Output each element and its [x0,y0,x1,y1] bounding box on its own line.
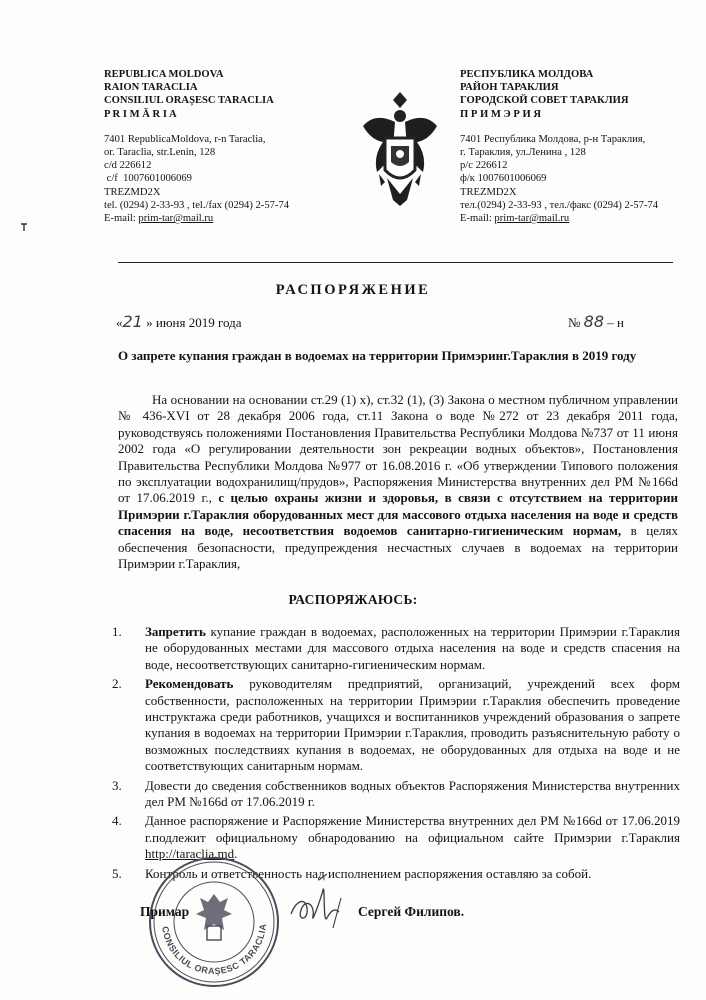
header-left-line: RAION TARACLIA [104,82,198,94]
header-right-line: РЕСПУБЛИКА МОЛДОВА [460,69,594,80]
site-link[interactable]: http://taraclia.md [145,846,235,862]
signatory-name: Сергей Филипов. [358,904,465,919]
preamble-tail: в целях обеспечения безопасности, предупреждения несчастных случаев в водоемах на территории Примэрии г.Тараклия, [118,523,678,572]
preamble-bold: с целью охраны жизни и здоровья, в связи с отсутствием на территории Примэрии г.Тараклия оборудованных мест для массового отдыха населения на воде и средств спасения на воде, несоответствия водоемов санитарно-гигиеническим нормам, [118,490,678,539]
email-link[interactable]: prim-tar@mail.ru [138,213,214,225]
header-divider [118,262,673,263]
margin-mark-icon [20,222,28,232]
item-number: 2. [112,676,122,692]
email-label: E-mail: [460,213,495,225]
header-right-address: тел.(0294) 2-33-93 , тел./факс (0294) 2-57-74 [460,199,659,211]
document-number [568,312,624,331]
order-items [112,624,680,885]
item-text: купание граждан в водоемах, расположенных на территории Примэрии г.Тараклия не оборудованных местами для массового отдыха населения на воде и средств спасения на воде, несоответствующих санитарно-гигиеническим нормам. [145,624,680,672]
date-rest: » июня 2019 года [142,315,242,330]
header-left-line: REPUBLICA MOLDOVA [104,69,224,80]
document-subject: О запрете купания граждан в водоемах на территории Примэринг.Тараклия в 2019 году [118,348,637,363]
date-open-quote: « [116,315,123,330]
document-date [116,312,241,331]
header-right-line: П Р И М Э Р И Я [460,108,542,120]
list-item [112,624,680,673]
preamble [118,392,678,572]
header-left-email-row [104,212,336,225]
email-link[interactable]: prim-tar@mail.ru [494,213,570,225]
header-left-address: tel. (0294) 2-33-93 , tel./fax (0294) 2-57-74 [104,199,290,211]
preamble-text: На основании на основании ст.29 (1) х), ст.32 (1), (3) Закона о местном публичном управлении № 436-XVI от 28 декабря 2006 года, ст.11 Закона о воде №272 от 23 декабря 2011 года, руководствуясь положениями Постановления Правительства Республики Молдова №737 от 11 июня 2002 года «О регулировании деятельности зон рекреации водных объектов», Постановления Правительства Республики Молдова №977 от 16.08.2016 г. «Об утверждении Типового положения по эксплуатации водохранилищ/прудов», Распоряжения Министерства внутренних дел РМ №166d от 17.06.2019 г., [118,392,678,506]
document-title: РАСПОРЯЖЕНИЕ [275,282,431,298]
number-suffix: – н [604,315,624,330]
item-text: Довести до сведения собственников водных объектов Распоряжения Министерства внутренних дел РМ №166d от 17.06.2019 г. [145,777,680,810]
header-right [460,68,692,225]
header-right-address: г. Тараклия, ул.Ленина , 128 [460,147,586,159]
item-number: 1. [112,624,122,639]
header-left-address: 7401 RepublicaMoldova, r-n Taraclia, [104,133,266,145]
disposes-heading: РАСПОРЯЖАЮСЬ: [288,592,418,607]
header-right-line: РАЙОН ТАРАКЛИЯ [460,82,559,94]
date-day-handwritten: 21 [122,312,143,331]
item-text: Контроль и ответственность над исполнением распоряжения оставляю за собой. [145,865,592,881]
header-right-line: ГОРОДСКОЙ СОВЕТ ТАРАКЛИЯ [460,95,629,107]
number-handwritten: 88 [583,312,605,331]
item-lead: Рекомендовать [145,676,234,692]
item-number: 4. [112,813,122,829]
item-text-end: . [234,846,238,862]
header-left-address: c/f 1007601006069 [104,173,192,185]
item-text: руководителям предприятий, организаций, учреждений всех форм собственности, расположенных на территории Примэрии г.Тараклия обеспечить проведение инструктажа среди работников, учащихся и воспитанников учреждений образования о запрете купания в водоемах на территории Примэрии г.Тараклия, проводить разъяснительную работу о возможных последствиях купания в водоемах, не оборудованных для отдыха на воде и не соответствующих санитарным нормам. [145,676,680,774]
coat-of-arms-icon [355,82,445,232]
header-left-address: TREZMD2X [104,186,161,198]
header-left-address: or. Taraclia, str.Lenin, 128 [104,147,216,159]
item-number: 5. [112,865,122,881]
header-left-address: c/d 226612 [104,160,152,172]
header-right-address: ф/к 1007601006069 [460,173,547,185]
header-right-address: TREZMD2X [460,186,517,198]
header-right-address: 7401 Республика Молдова, р-н Тараклия, [460,133,646,145]
number-prefix: № [568,315,584,330]
item-text: Данное распоряжение и Распоряжение Министерства внутренних дел РМ №166d от 17.06.2019 г.подлежит официальному обнародованию на официальном сайте Примэрии г.Тараклия [145,813,680,845]
header-right-email-row [460,212,692,225]
official-stamp-icon [140,852,288,992]
list-item [112,778,680,811]
header-left-line: P R I M Ă R I A [104,108,177,120]
stamp-text: CONSILIUL ORAȘESC TARACLIA [160,922,269,977]
signatory-position: Примар [140,904,190,919]
item-number: 3. [112,777,122,793]
header-left [104,68,336,225]
item-lead: Запретить [145,624,206,639]
header-right-address: р/с 226612 [460,160,508,172]
handwritten-signature-icon [283,868,353,936]
list-item [112,676,680,774]
email-label: E-mail: [104,213,139,225]
header-left-line: CONSILIUL ORAȘESC TARACLIA [104,95,274,107]
